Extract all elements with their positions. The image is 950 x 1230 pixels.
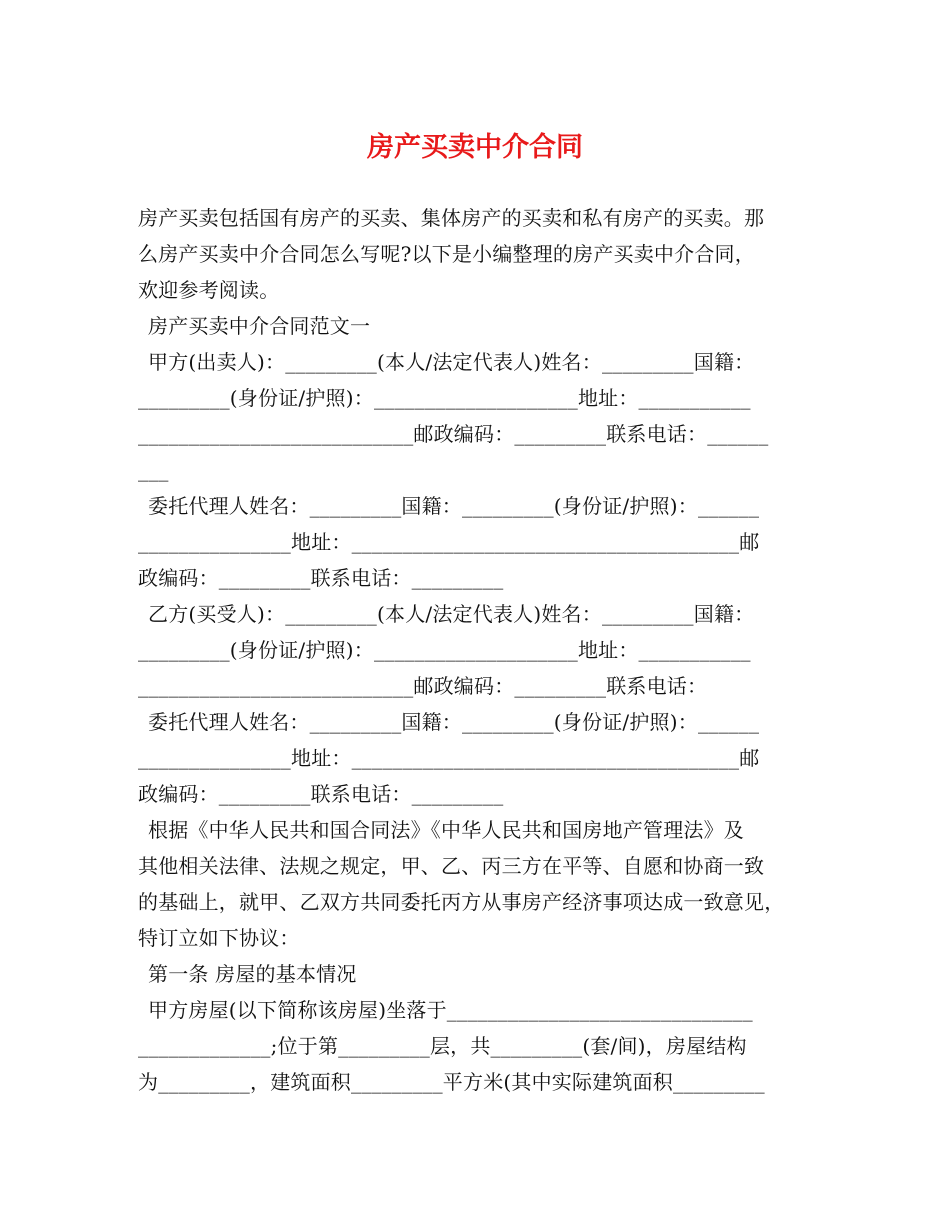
text-line: 委托代理人姓名：_________国籍：_________(身份证/护照)：______ xyxy=(148,710,760,734)
text-line: 为_________，建筑面积_________平方米(其中实际建筑面积_________ xyxy=(138,1070,765,1094)
text-line: _______________地址：______________________________________邮 xyxy=(138,530,760,554)
text-line: 的基础上，就甲、乙双方共同委托丙方从事房产经济事项达成一致意见， xyxy=(138,890,785,914)
text-line: _____________;位于第_________层，共_________(套/间)，房屋结构 xyxy=(138,1034,747,1058)
section-heading: 房产买卖中介合同范文一 xyxy=(148,314,371,338)
text-line: ___________________________邮政编码：_________联系电话：______ xyxy=(138,422,769,446)
text-line: 房产买卖包括国有房产的买卖、集体房产的买卖和私有房产的买卖。那 xyxy=(138,206,765,230)
text-line: _________(身份证/护照)：____________________地址：___________ xyxy=(138,638,751,662)
text-line: 其他相关法律、法规之规定，甲、乙、丙三方在平等、自愿和协商一致 xyxy=(138,854,765,878)
text-line: 甲方房屋(以下简称该房屋)坐落于______________________________ xyxy=(148,998,753,1022)
text-line: 政编码：_________联系电话：_________ xyxy=(138,566,504,590)
text-line: _________(身份证/护照)：____________________地址：___________ xyxy=(138,386,751,410)
text-line: 特订立如下协议： xyxy=(138,926,300,950)
text-line: 根据《中华人民共和国合同法》《中华人民共和国房地产管理法》及 xyxy=(148,818,744,842)
text-line: ___ xyxy=(138,458,169,482)
text-line: 甲方(出卖人)：_________(本人/法定代表人)姓名：_________国籍： xyxy=(148,350,755,374)
section-heading: 第一条 房屋的基本情况 xyxy=(148,962,357,986)
text-line: ___________________________邮政编码：_________联系电话： xyxy=(138,674,708,698)
text-line: 政编码：_________联系电话：_________ xyxy=(138,782,504,806)
document-title: 房产买卖中介合同 xyxy=(367,132,583,163)
text-line: 委托代理人姓名：_________国籍：_________(身份证/护照)：______ xyxy=(148,494,760,518)
text-line: 乙方(买受人)：_________(本人/法定代表人)姓名：_________国籍： xyxy=(148,602,755,626)
text-line: 么房产买卖中介合同怎么写呢?以下是小编整理的房产买卖中介合同， xyxy=(138,242,755,266)
text-line: _______________地址：______________________________________邮 xyxy=(138,746,760,770)
text-line: 欢迎参考阅读。 xyxy=(138,278,280,302)
